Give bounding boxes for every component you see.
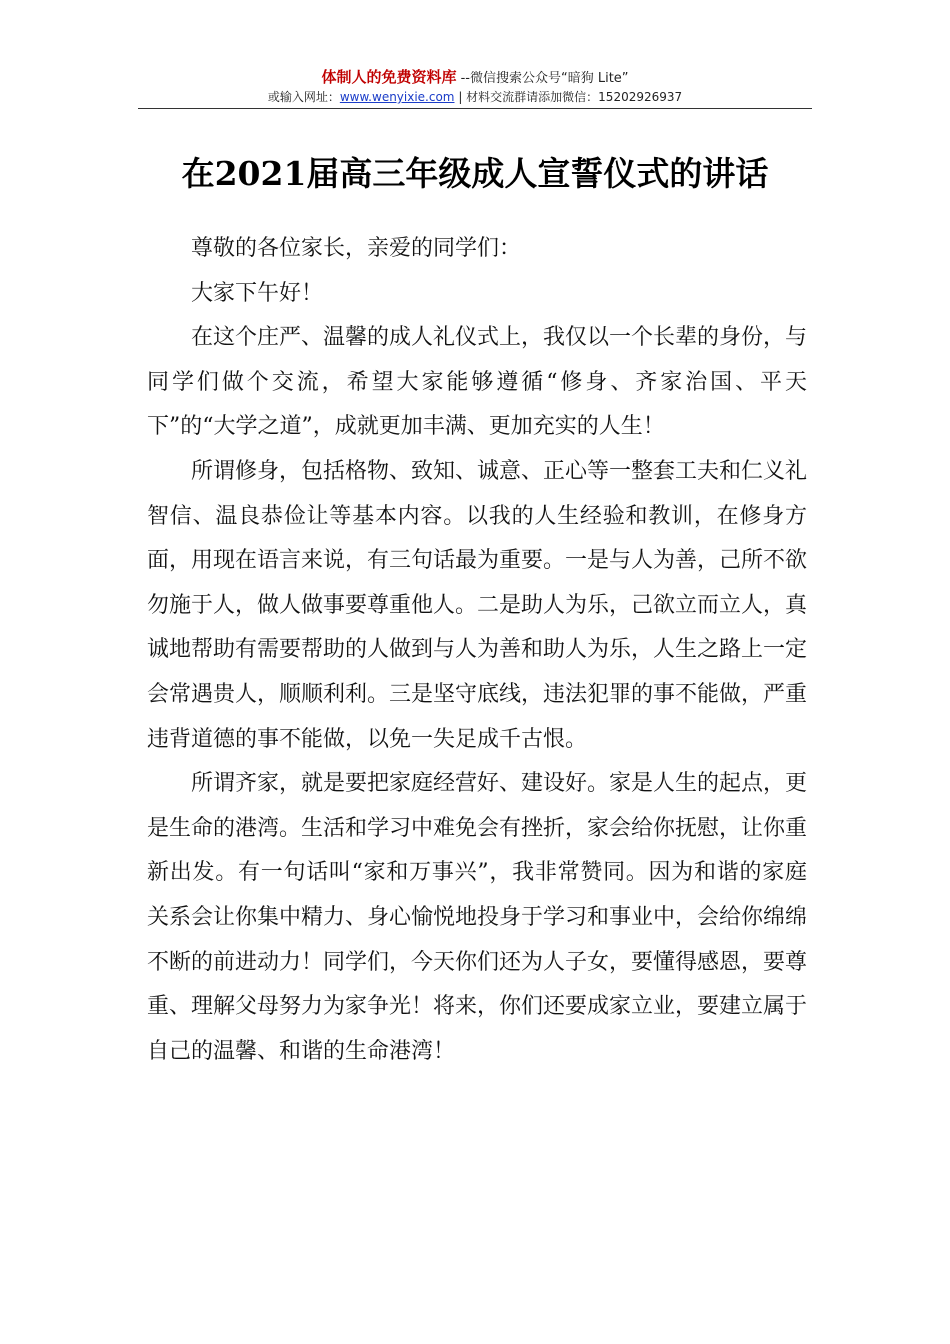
header-tagline: --微信搜索公众号“暗狗 Lite” — [456, 71, 629, 86]
paragraph-self-cultivation: 所谓修身，包括格物、致知、诚意、正心等一整套工夫和仁义礼智信、温良恭俭让等基本内容。以我的人生经验和教训，在修身方面，用现在语言来说，有三句话最为重要。一是与人为善，己所不欲勿施于人，做人做事要尊重他人。二是助人为乐，己欲立而立人，真诚地帮助有需要帮助的人做到与人为善和助人为乐，人生之路上一定会常遇贵人，顺顺利利。三是坚守底线，违法犯罪的事不能做，严重违背道德的事不能做，以免一失足成千古恨。 — [147, 458, 808, 752]
header-brand: 体制人的免费资料库 — [321, 68, 457, 86]
paragraph-intro: 在这个庄严、温馨的成人礼仪式上，我仅以一个长辈的身份，与同学们做个交流，希望大家能够遵循“修身、齐家治国、平天下”的“大学之道”，成就更加丰满、更加充实的人生！ — [147, 325, 808, 440]
document-body — [147, 227, 807, 1074]
header-site-prefix: 或输入网址： — [267, 90, 340, 104]
header-site-link[interactable]: www.wenyixie.com — [339, 90, 455, 104]
header-contact: | 材料交流群请添加微信：15202926937 — [454, 90, 683, 104]
header-contact-line — [138, 88, 812, 106]
header-divider — [138, 108, 812, 109]
paragraph-greeting-audience: 尊敬的各位家长，亲爱的同学们： — [191, 236, 522, 261]
paragraph-family: 所谓齐家，就是要把家庭经营好、建设好。家是人生的起点，更是生命的港湾。生活和学习中难免会有挫折，家会给你抚慰，让你重新出发。有一句话叫“家和万事兴”，我非常赞同。因为和谐的家庭关系会让你集中精力、身心愉悦地投身于学习和事业中，会给你绵绵不断的前进动力！同学们，今天你们还为人子女，要懂得感恩，要尊重、理解父母努力为家争光！将来，你们还要成家立业，要建立属于自己的温馨、和谐的生命港湾！ — [147, 771, 808, 1064]
document-title: 在2021届高三年级成人宣誓仪式的讲话 — [181, 154, 769, 193]
header-promo-line — [138, 68, 812, 88]
paragraph-greeting: 大家下午好！ — [191, 280, 324, 306]
page-header — [138, 68, 812, 106]
